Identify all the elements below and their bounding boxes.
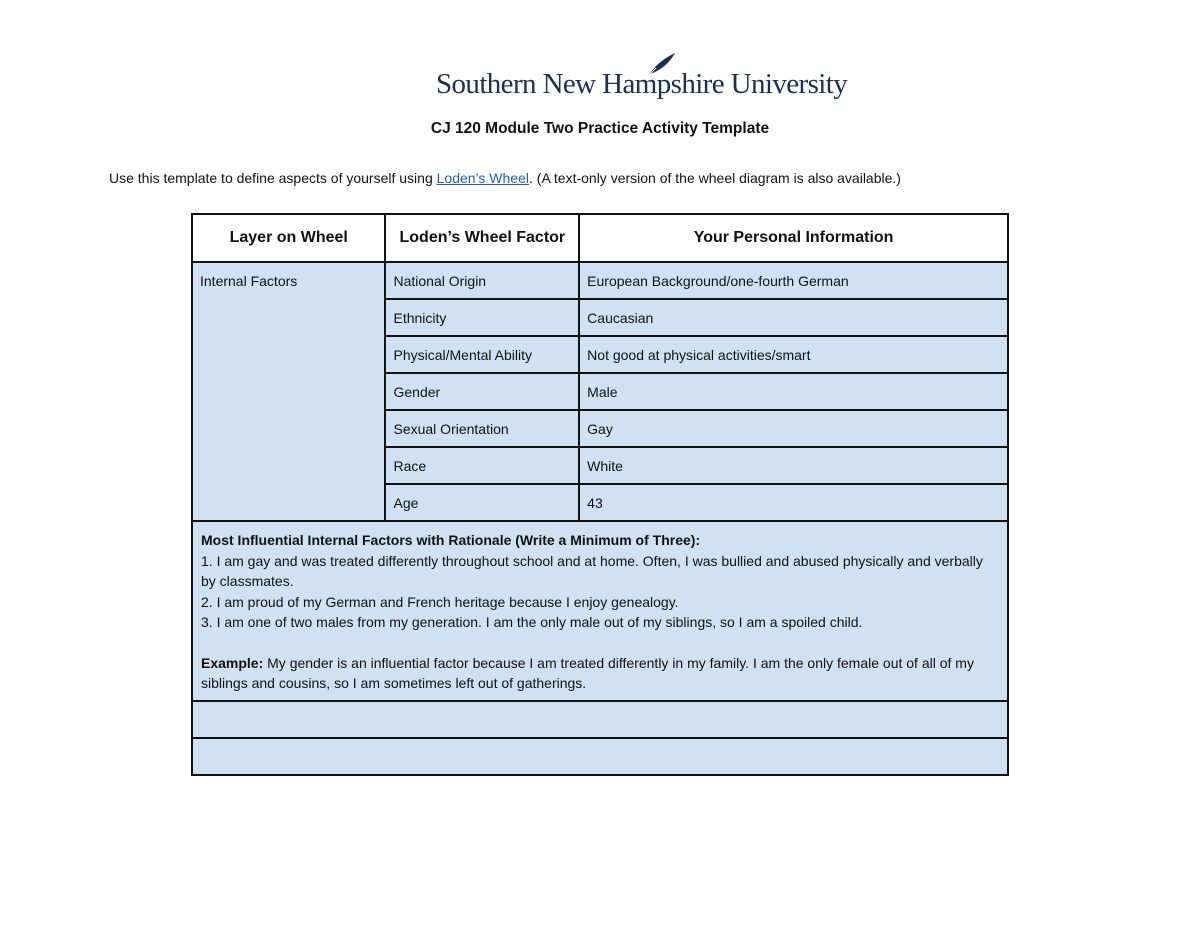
document-title: CJ 120 Module Two Practice Activity Template (430, 120, 770, 137)
rationale-heading: Most Influential Internal Factors with Rationale (Write a Minimum of Three): (201, 532, 701, 548)
rationale-item: 3. I am one of two males from my generation. I am the only male out of my siblings, so I am a spoiled child. (201, 614, 863, 630)
layer-cell: Internal Factors (192, 262, 385, 521)
factor-cell: Race (385, 447, 579, 484)
rationale-spacer (201, 633, 999, 653)
table-row (192, 262, 1008, 299)
rationale-row (192, 521, 1008, 701)
example-paragraph (201, 653, 999, 694)
factor-cell: National Origin (385, 262, 579, 299)
blank-cell[interactable] (192, 738, 1008, 775)
lodens-wheel-link[interactable]: Loden’s Wheel (436, 170, 529, 186)
info-cell[interactable]: Not good at physical activities/smart (579, 336, 1008, 373)
header-factor: Loden’s Wheel Factor (385, 214, 579, 262)
logo-wordmark: Southern New Hampshire University (436, 68, 848, 100)
example-label: Example: (201, 654, 264, 671)
intro-paragraph (109, 170, 901, 186)
intro-text-before: Use this template to define aspects of yourself using (109, 170, 437, 186)
table-header-row (192, 214, 1008, 262)
university-logo (436, 52, 848, 104)
header-personal-info: Your Personal Information (579, 214, 1008, 262)
factor-cell: Ethnicity (385, 299, 579, 336)
factor-cell: Gender (385, 373, 579, 410)
blank-row (192, 701, 1008, 738)
intro-text-after: . (A text-only version of the wheel diagram is also available.) (529, 170, 901, 186)
info-cell[interactable]: White (579, 447, 1008, 484)
factor-cell: Physical/Mental Ability (385, 336, 579, 373)
factor-cell: Age (385, 484, 579, 521)
blank-row (192, 738, 1008, 775)
info-cell[interactable]: European Background/one-fourth German (579, 262, 1008, 299)
lodens-wheel-table (191, 213, 1009, 776)
info-cell[interactable]: Gay (579, 410, 1008, 447)
factor-cell: Sexual Orientation (385, 410, 579, 447)
rationale-item: 1. I am gay and was treated differently throughout school and at home. Often, I was bullied and abused physically and verbally by classmates. (201, 552, 983, 589)
header-layer: Layer on Wheel (192, 214, 385, 262)
info-cell[interactable]: Caucasian (579, 299, 1008, 336)
info-cell[interactable]: Male (579, 373, 1008, 410)
blank-cell[interactable] (192, 701, 1008, 738)
example-text: My gender is an influential factor because I am treated differently in my family. I am the only female out of all of my siblings and cousins, so I am sometimes left out of gatherings. (201, 654, 974, 691)
info-cell[interactable]: 43 (579, 484, 1008, 521)
feather-icon (642, 52, 676, 80)
rationale-cell[interactable] (192, 521, 1008, 701)
rationale-item: 2. I am proud of my German and French heritage because I enjoy genealogy. (201, 593, 679, 610)
